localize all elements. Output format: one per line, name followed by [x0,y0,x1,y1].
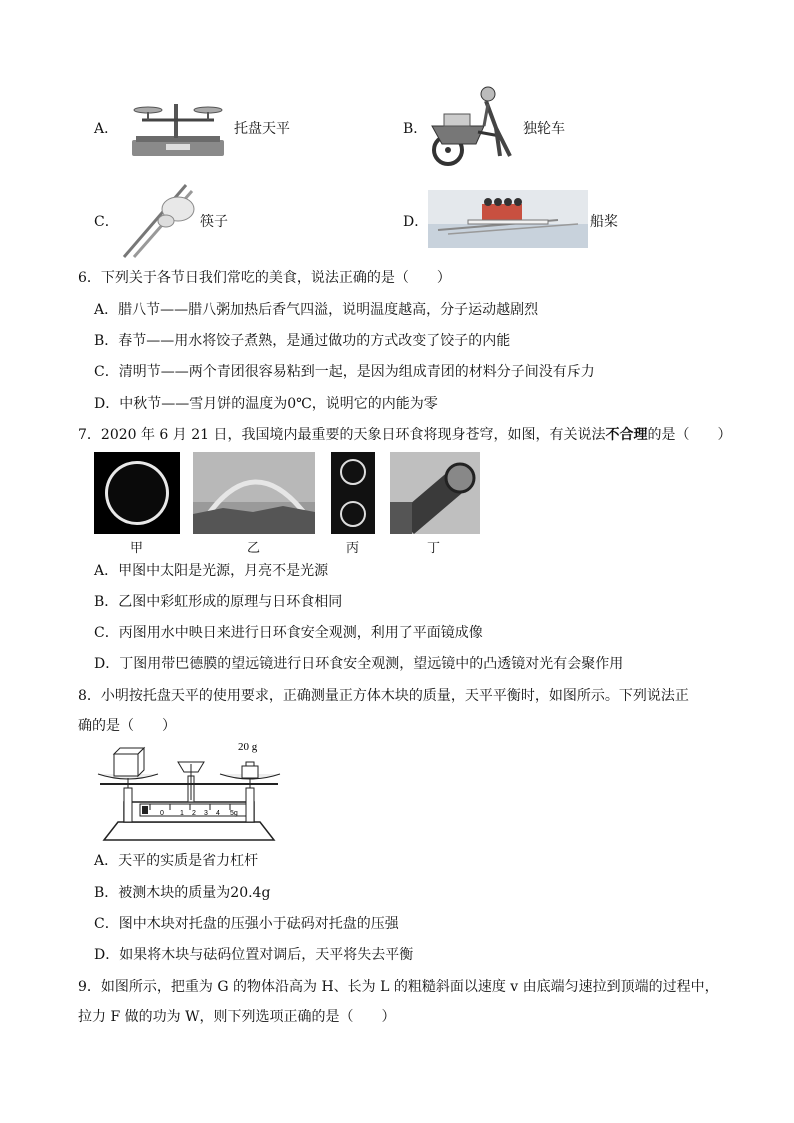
q7-stem-emphasis: 不合理 [605,427,648,443]
caption-yi: 乙 [247,541,261,556]
q8-option-d: D．如果将木块与砝码位置对调后，天平将失去平衡 [94,947,414,963]
scale-tick-3: 3 [204,810,208,817]
caption-ding: 丁 [427,541,441,556]
q9-stem-line1: 9．如图所示，把重为 G 的物体沿高为 H、长为 L 的粗糙斜面以速度 v 由底端匀速拉到顶端的过程中， [78,979,719,995]
q6-option-c: C．清明节——两个青团很容易粘到一起，是因为组成青团的材料分子间没有斥力 [94,364,595,380]
scale-tick-4: 4 [216,810,220,817]
q7-stem: 7．2020 年 6 月 21 日，我国境内最重要的天象日环食将现身苍穹，如图，有关说法不合理的是（ ） [78,427,732,443]
q6-stem: 6．下列关于各节日我们常吃的美食，说法正确的是（ ） [78,270,451,286]
scale-tick-0: 0 [160,810,164,817]
q9-stem-line2: 拉力 F 做的功为 W，则下列选项正确的是（ ） [78,1009,396,1025]
balance-diagram [94,740,284,844]
wheelbarrow-image [428,86,520,168]
q8-option-c: C．图中木块对托盘的压强小于砝码对托盘的压强 [94,916,399,932]
chopsticks-image [120,183,200,259]
q7-option-d: D．丁图用带巴德膜的望远镜进行日环食安全观测，望远镜中的凸透镜对光有会聚作用 [94,656,624,672]
q7-option-a: A．甲图中太阳是光源，月亮不是光源 [94,563,329,579]
q5-option-b-letter: B． [403,121,428,137]
caption-jia: 甲 [130,541,144,556]
q5-option-d-label: 船桨 [590,214,618,230]
q7-option-c: C．丙图用水中映日来进行日环食安全观测，利用了平面镜成像 [94,625,483,641]
q6-option-a: A．腊八节——腊八粥加热后香气四溢，说明温度越高，分子运动越剧烈 [94,302,539,318]
scale-tick-5: 5g [230,810,238,817]
balance-scale-image [122,96,232,160]
q8-stem-line2: 确的是（ ） [78,718,176,734]
rainbow-image [193,452,315,534]
q8-option-a: A．天平的实质是省力杠杆 [94,853,259,869]
q5-option-b-label: 独轮车 [523,121,565,137]
scale-tick-1: 1 [180,810,184,817]
annular-eclipse-image [94,452,180,534]
telescope-image [390,452,480,534]
caption-bing: 丙 [346,541,360,556]
weight-label: 20 g [238,741,258,753]
q6-option-b: B．春节——用水将饺子煮熟，是通过做功的方式改变了饺子的内能 [94,333,511,349]
q6-option-d: D．中秋节——雪月饼的温度为0℃，说明它的内能为零 [94,396,438,412]
water-reflection-image [331,452,375,534]
q5-option-a-letter: A． [94,121,119,137]
q5-option-c-label: 筷子 [200,214,228,230]
q5-option-d-letter: D． [403,214,429,230]
rowing-boat-image [428,190,588,248]
q7-option-b: B．乙图中彩虹形成的原理与日环食相同 [94,594,343,610]
q5-option-a-label: 托盘天平 [234,121,290,137]
scale-tick-2: 2 [192,810,196,817]
q8-option-b: B．被测木块的质量为20.4g [94,885,271,901]
q8-stem-line1: 8．小明按托盘天平的使用要求，正确测量正方体木块的质量，天平平衡时，如图所示。下列说法正 [78,688,689,704]
q5-option-c-letter: C． [94,214,119,230]
